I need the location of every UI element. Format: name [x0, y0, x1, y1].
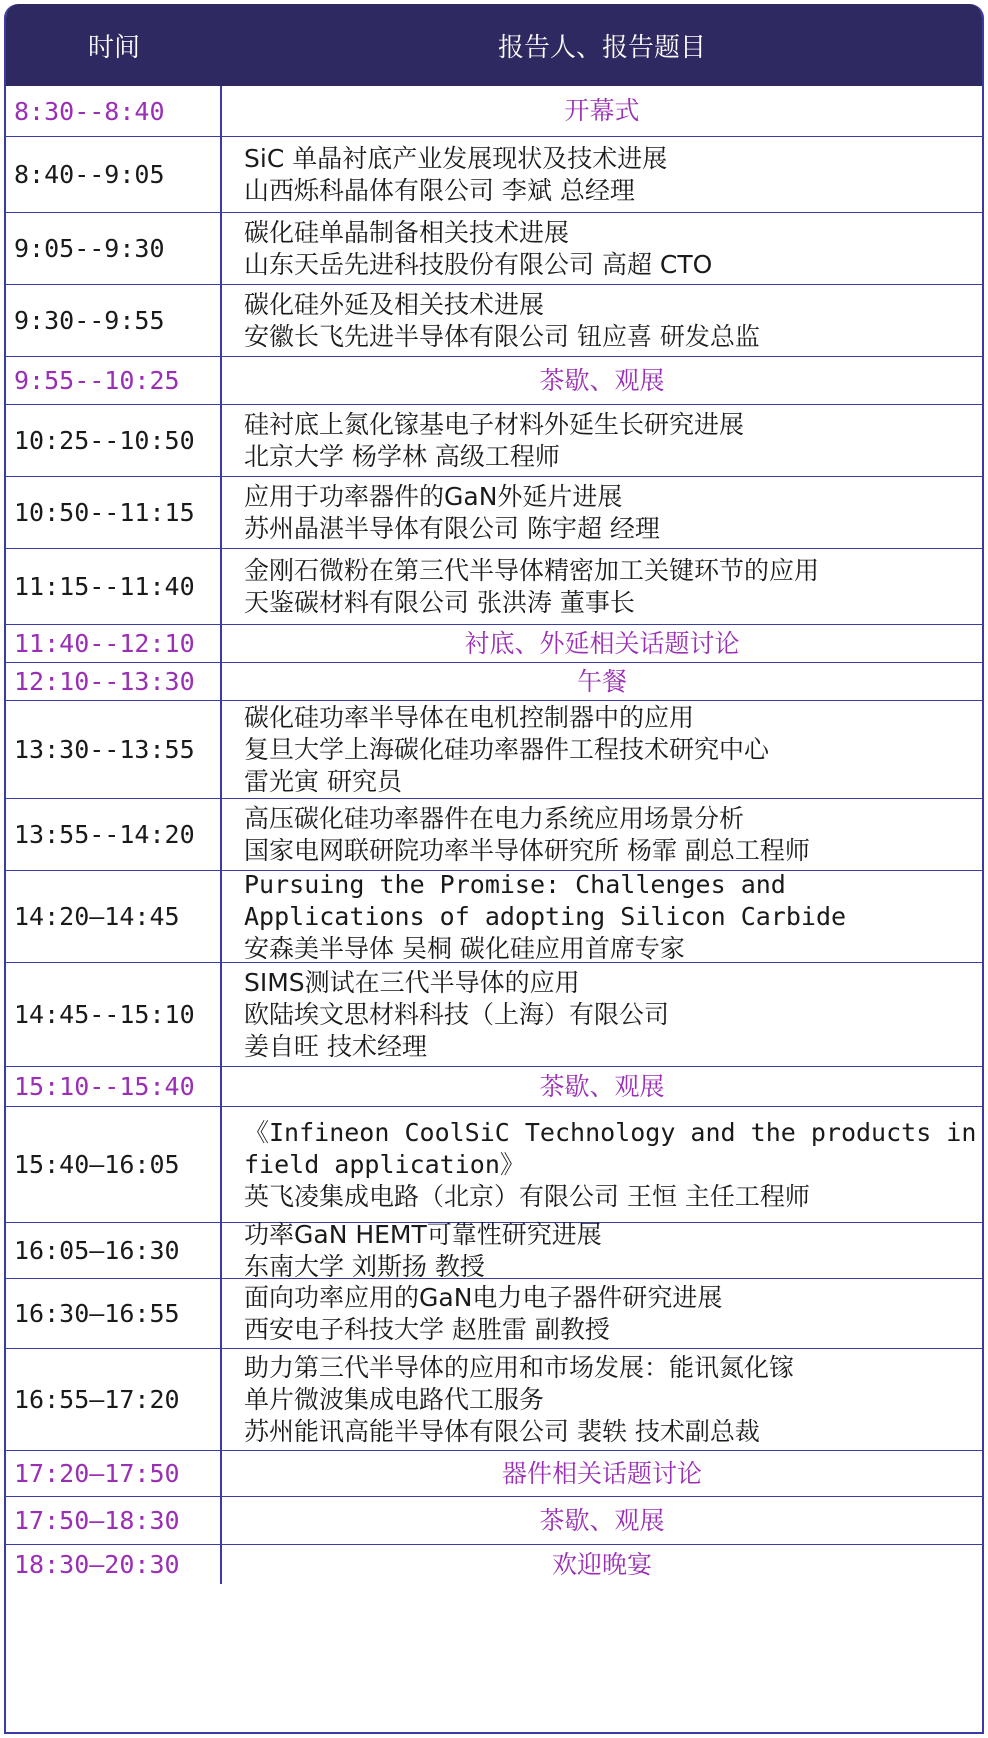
- topic-line: 碳化硅单晶制备相关技术进展: [244, 217, 570, 247]
- time-cell: 10:50--11:15: [6, 477, 222, 548]
- table-row: [6, 798, 982, 870]
- topic-cell: [222, 799, 982, 870]
- table-row: [6, 212, 982, 284]
- topic-line: field application》: [244, 1149, 525, 1179]
- topic-line: 高压碳化硅功率器件在电力系统应用场景分析: [244, 803, 745, 833]
- topic-cell: [222, 1545, 982, 1584]
- time-cell: 13:55--14:20: [6, 799, 222, 870]
- table-row: [6, 1106, 982, 1222]
- time-cell: 17:20—17:50: [6, 1451, 222, 1496]
- time-cell: 9:30--9:55: [6, 285, 222, 356]
- topic-cell: [222, 1451, 982, 1496]
- time-cell: 16:30—16:55: [6, 1279, 222, 1348]
- topic-line: Pursuing the Promise: Challenges and: [244, 869, 786, 899]
- topic-line: 山东天岳先进科技股份有限公司 高超 CTO: [244, 249, 713, 279]
- header-topic: 报告人、报告题目: [497, 32, 706, 63]
- topic-cell: [222, 1107, 982, 1222]
- topic-line: 面向功率应用的GaN电力电子器件研究进展: [244, 1282, 723, 1312]
- topic-line: SIMS测试在三代半导体的应用: [244, 967, 580, 997]
- topic-cell: [222, 357, 982, 404]
- break-row: [6, 1544, 982, 1584]
- time-cell: 9:05--9:30: [6, 213, 222, 284]
- time-cell: 8:40--9:05: [6, 137, 222, 212]
- topic-cell: [222, 963, 982, 1066]
- table-row: [6, 136, 982, 212]
- table-row: [6, 548, 982, 624]
- topic-cell: [222, 137, 982, 212]
- table-row: [6, 1219, 982, 1281]
- topic-line: 金刚石微粉在第三代半导体精密加工关键环节的应用: [244, 555, 820, 585]
- topic-line: 《Infineon CoolSiC Technology and the products in: [244, 1117, 977, 1147]
- topic-cell: [222, 1349, 982, 1450]
- time-cell: 15:40—16:05: [6, 1107, 222, 1222]
- topic-cell: [222, 477, 982, 548]
- topic-line: Applications of adopting Silicon Carbide: [244, 901, 847, 931]
- table-body: [6, 86, 982, 1584]
- time-cell: 17:50—18:30: [6, 1497, 222, 1544]
- time-cell: 9:55--10:25: [6, 357, 222, 404]
- topic-cell: [222, 1497, 982, 1544]
- table-row: [6, 1278, 982, 1348]
- break-row: [6, 86, 982, 136]
- topic-line: 安徽长飞先进半导体有限公司 钮应喜 研发总监: [244, 321, 760, 351]
- table-header: [6, 4, 982, 86]
- topic-line: 助力第三代半导体的应用和市场发展：能讯氮化镓: [244, 1352, 795, 1382]
- time-cell: 8:30--8:40: [6, 86, 222, 136]
- time-cell: 18:30—20:30: [6, 1545, 222, 1584]
- table-row: [6, 962, 982, 1066]
- topic-line: 碳化硅外延及相关技术进展: [244, 289, 545, 319]
- topic-cell: [222, 86, 982, 136]
- topic-line: 器件相关话题讨论: [501, 1458, 702, 1488]
- topic-line: 雷光寅 研究员: [244, 766, 402, 796]
- topic-cell: [222, 871, 982, 962]
- header-time: 时间: [87, 32, 140, 63]
- time-cell: 11:40--12:10: [6, 625, 222, 662]
- topic-cell: [222, 701, 982, 798]
- break-row: [6, 1450, 982, 1496]
- topic-line: 安森美半导体 吴桐 碳化硅应用首席专家: [244, 933, 685, 963]
- table-row: [6, 870, 982, 962]
- time-cell: 10:25--10:50: [6, 405, 222, 476]
- topic-line: 应用于功率器件的GaN外延片进展: [244, 481, 623, 511]
- topic-line: SiC 单晶衬底产业发展现状及技术进展: [244, 143, 668, 173]
- topic-cell: [222, 549, 982, 624]
- topic-line: 硅衬底上氮化镓基电子材料外延生长研究进展: [244, 409, 745, 439]
- time-cell: 11:15--11:40: [6, 549, 222, 624]
- topic-cell: [222, 285, 982, 356]
- schedule-table: [4, 4, 984, 1734]
- topic-line: 单片微波集成电路代工服务: [244, 1384, 545, 1414]
- topic-cell: [222, 1067, 982, 1106]
- topic-cell: [222, 625, 982, 662]
- time-cell: 13:30--13:55: [6, 701, 222, 798]
- topic-line: 复旦大学上海碳化硅功率器件工程技术研究中心: [244, 734, 770, 764]
- break-row: [6, 356, 982, 404]
- topic-line: 姜自旺 技术经理: [244, 1031, 427, 1061]
- topic-line: 开幕式: [564, 96, 640, 125]
- topic-cell: [222, 405, 982, 476]
- time-cell: 14:45--15:10: [6, 963, 222, 1066]
- topic-line: 天鉴碳材料有限公司 张洪涛 董事长: [244, 587, 635, 617]
- table-row: [6, 1348, 982, 1450]
- topic-line: 茶歇、观展: [539, 1071, 665, 1101]
- break-row: [6, 1066, 982, 1106]
- topic-line: 东南大学 刘斯扬 教授: [244, 1251, 485, 1281]
- topic-line: 苏州能讯高能半导体有限公司 裴轶 技术副总裁: [244, 1416, 760, 1446]
- topic-line: 功率GaN HEMT可靠性研究进展: [244, 1219, 602, 1249]
- time-cell: 14:20—14:45: [6, 871, 222, 962]
- break-row: [6, 662, 982, 700]
- topic-line: 茶歇、观展: [539, 365, 665, 395]
- topic-line: 碳化硅功率半导体在电机控制器中的应用: [244, 702, 695, 732]
- topic-line: 衬底、外延相关话题讨论: [464, 628, 740, 658]
- topic-line: 茶歇、观展: [539, 1505, 665, 1535]
- table-row: [6, 404, 982, 476]
- table-row: [6, 700, 982, 798]
- topic-line: 西安电子科技大学 赵胜雷 副教授: [244, 1314, 610, 1344]
- topic-line: 国家电网联研院功率半导体研究所 杨霏 副总工程师: [244, 835, 810, 865]
- topic-line: 北京大学 杨学林 高级工程师: [244, 441, 560, 471]
- topic-line: 英飞凌集成电路（北京）有限公司 王恒 主任工程师: [244, 1181, 810, 1211]
- table-row: [6, 476, 982, 548]
- topic-line: 欧陆埃文思材料科技（上海）有限公司: [244, 999, 670, 1029]
- time-cell: 12:10--13:30: [6, 663, 222, 700]
- topic-cell: [222, 1219, 982, 1281]
- topic-cell: [222, 663, 982, 700]
- topic-line: 苏州晶湛半导体有限公司 陈宇超 经理: [244, 513, 660, 543]
- table-row: [6, 284, 982, 356]
- break-row: [6, 1496, 982, 1544]
- time-cell: 16:55—17:20: [6, 1349, 222, 1450]
- topic-line: 山西烁科晶体有限公司 李斌 总经理: [244, 175, 635, 205]
- topic-line: 欢迎晚宴: [551, 1549, 652, 1579]
- time-cell: 15:10--15:40: [6, 1067, 222, 1106]
- time-cell: 16:05—16:30: [6, 1223, 222, 1278]
- topic-cell: [222, 213, 982, 284]
- break-row: [6, 624, 982, 662]
- topic-cell: [222, 1279, 982, 1348]
- topic-line: 午餐: [576, 666, 627, 696]
